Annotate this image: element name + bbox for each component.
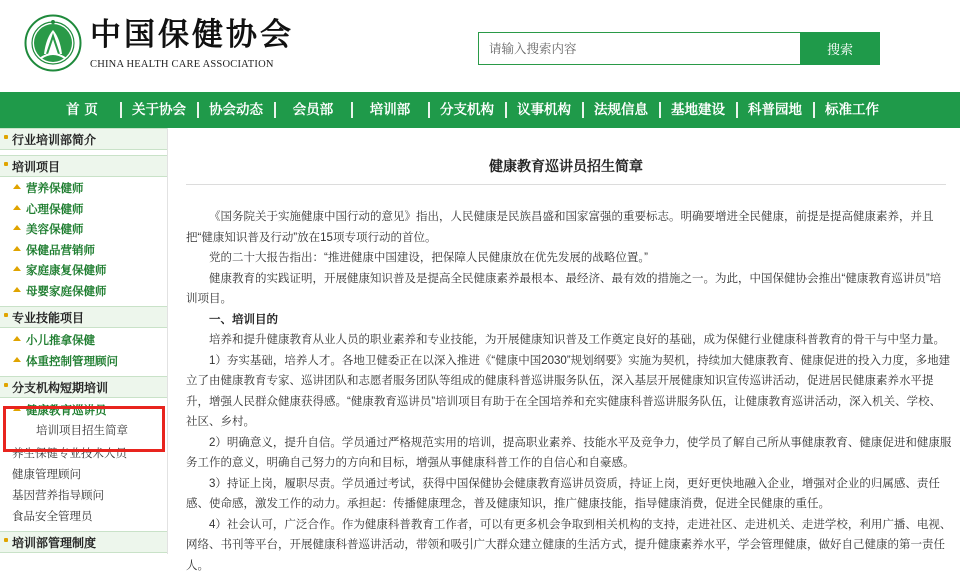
search-button[interactable]: 搜索 (800, 32, 880, 65)
article-section-heading: 一、培训目的 (186, 310, 952, 331)
sidebar-item-label: 小儿推拿保健 (26, 335, 95, 347)
sidebar-item-label: 美容保健师 (26, 224, 84, 236)
nav-training[interactable]: 培训部 (357, 92, 423, 128)
article-paragraph: 1）夯实基础，培养人才。各地卫健委正在以深入推进《“健康中国2030”规划纲要》实施为契机，持续加大健康教育、健康促进的投入力度，多地建立了由健康教育专家、巡讲团队和志愿者服务团队等组成的健康科普巡讲服务队伍，深入基层开展健康知识宣传巡讲活动，促进居民健康素养水平提升，增强人民群众健康获得感。“健康教育巡讲员”培训项目有助于在全国培养和充实健康科普巡讲服务队伍，让健康教育巡讲活动，深入机关、学校、社区、乡村。 (186, 351, 952, 433)
nav-divider (659, 102, 661, 118)
nav-divider (813, 102, 815, 118)
sidebar-head-label: 培训项目 (12, 160, 60, 174)
nav-home[interactable]: 首 页 (49, 92, 115, 128)
bullet-icon (4, 383, 8, 387)
site-name-cn[interactable]: 中国保健协会 (90, 16, 294, 54)
sidebar-item-weight-control[interactable] (0, 352, 167, 373)
article-panel (172, 128, 960, 554)
nav-bases[interactable]: 基地建设 (665, 92, 731, 128)
triangle-bullet-icon (13, 184, 21, 189)
bullet-icon (4, 162, 8, 166)
sidebar-item-label: 营养保健师 (26, 183, 84, 195)
sidebar-item-health-lecturer[interactable] (0, 401, 167, 422)
sidebar-item-wellness-tech[interactable]: 养生保健专业技术人员 (0, 444, 167, 465)
sidebar-item-health-consultant[interactable]: 健康管理顾问 (0, 465, 167, 486)
sidebar-item-food-safety[interactable]: 食品安全管理员 (0, 507, 167, 528)
sidebar-item-maternal[interactable] (0, 282, 167, 303)
nav-divider (197, 102, 199, 118)
site-name-en: CHINA HEALTH CARE ASSOCIATION (90, 59, 274, 70)
nav-branches[interactable]: 分支机构 (434, 92, 500, 128)
nav-divider (120, 102, 122, 118)
sidebar (0, 128, 168, 554)
nav-science[interactable]: 科普园地 (742, 92, 808, 128)
nav-members[interactable]: 会员部 (280, 92, 346, 128)
nav-news[interactable]: 协会动态 (203, 92, 269, 128)
nav-divider (736, 102, 738, 118)
nav-regulations[interactable]: 法规信息 (588, 92, 654, 128)
article-paragraph: 3）持证上岗，履职尽责。学员通过考试，获得中国保健协会健康教育巡讲员资质，持证上岗，更好更快地融入企业，增强对企业的归属感、责任感、使命感，激发工作的动力。承担起：传播健康理念，普及健康知识，推广健康技能，指导健康消费，促进全民健康的重任。 (186, 474, 952, 515)
triangle-bullet-icon (13, 287, 21, 292)
nav-councils[interactable]: 议事机构 (511, 92, 577, 128)
sidebar-item-nutrition[interactable] (0, 179, 167, 200)
article-paragraph: 4）社会认可，广泛合作。作为健康科普教育工作者，可以有更多机会争取到相关机构的支持，走进社区、走进机关、走进学校，利用广播、电视、网络、书刊等平台，开展健康科普巡讲活动，带领和吸引广大群众建立健康的生活方式，提升健康素养水平，学会管理健康，做好自己健康的第一责任人。 (186, 515, 952, 576)
triangle-bullet-icon (13, 225, 21, 230)
sidebar-item-label: 健康教育巡讲员 (26, 405, 107, 417)
sidebar-item-rehab[interactable] (0, 261, 167, 282)
sidebar-item-label: 家庭康复保健师 (26, 265, 107, 277)
sidebar-head-label: 行业培训部简介 (12, 133, 96, 147)
triangle-bullet-icon (13, 406, 21, 411)
article-paragraph: 健康教育的实践证明，开展健康知识普及是提高全民健康素养最根本、最经济、最有效的措施之一。为此，中国保健协会推出“健康教育巡讲员”培训项目。 (186, 269, 952, 310)
sidebar-head-management[interactable] (0, 531, 167, 553)
sidebar-item-marketing[interactable] (0, 241, 167, 262)
article-paragraph: 培养和提升健康教育从业人员的职业素养和专业技能，为开展健康知识普及工作奠定良好的基础，成为保健行业健康科普教育的骨干与中坚力量。 (186, 330, 952, 351)
nav-about[interactable]: 关于协会 (126, 92, 192, 128)
sidebar-head-label: 分支机构短期培训 (12, 381, 108, 395)
sidebar-item-label: 心理保健师 (26, 204, 84, 216)
sidebar-item-beauty[interactable] (0, 220, 167, 241)
triangle-bullet-icon (13, 205, 21, 210)
sidebar-item-gene-nutrition[interactable]: 基因营养指导顾问 (0, 486, 167, 507)
nav-divider (351, 102, 353, 118)
triangle-bullet-icon (13, 246, 21, 251)
nav-divider (274, 102, 276, 118)
site-header (0, 0, 960, 92)
nav-standards[interactable]: 标准工作 (819, 92, 885, 128)
sidebar-head-label: 专业技能项目 (12, 311, 84, 325)
nav-divider (505, 102, 507, 118)
association-emblem-icon[interactable] (24, 14, 82, 72)
sidebar-head-label: 培训部管理制度 (12, 536, 96, 550)
sidebar-head-training-projects[interactable] (0, 155, 167, 177)
triangle-bullet-icon (13, 266, 21, 271)
sidebar-item-child-massage[interactable] (0, 331, 167, 352)
article-body (186, 207, 952, 576)
nav-divider (428, 102, 430, 118)
sidebar-head-skill-projects[interactable] (0, 306, 167, 328)
nav-divider (582, 102, 584, 118)
article-paragraph: 党的二十大报告指出：“推进健康中国建设，把保障人民健康放在优先发展的战略位置。” (186, 248, 952, 269)
title-divider (186, 184, 946, 185)
sidebar-item-label: 保健品营销师 (26, 245, 95, 257)
sidebar-item-psychology[interactable] (0, 200, 167, 221)
main-nav (0, 92, 960, 128)
triangle-bullet-icon (13, 336, 21, 341)
sidebar-head-training-intro[interactable] (0, 128, 167, 150)
sidebar-subitem-enrollment[interactable]: 培训项目招生简章 (0, 422, 167, 441)
sidebar-item-label: 体重控制管理顾问 (26, 356, 118, 368)
article-paragraph: 2）明确意义，提升自信。学员通过严格规范实用的培训，提高职业素养、技能水平及竞争力，使学员了解自己所从事健康教育、健康促进和健康服务工作的意义，明确自己努力的方向和目标，增强从事健康科普工作的自信心和自豪感。 (186, 433, 952, 474)
bullet-icon (4, 135, 8, 139)
bullet-icon (4, 313, 8, 317)
article-paragraph: 《国务院关于实施健康中国行动的意见》指出，人民健康是民族昌盛和国家富强的重要标志。明确要增进全民健康，前提是提高健康素养，并且把“健康知识普及行动”放在15项专项行动的首位。 (186, 207, 952, 248)
search-input[interactable] (478, 32, 801, 65)
triangle-bullet-icon (13, 357, 21, 362)
article-title: 健康教育巡讲员招生简章 (172, 156, 960, 176)
sidebar-head-branch-training[interactable] (0, 376, 167, 398)
bullet-icon (4, 538, 8, 542)
sidebar-item-label: 母婴家庭保健师 (26, 286, 107, 298)
